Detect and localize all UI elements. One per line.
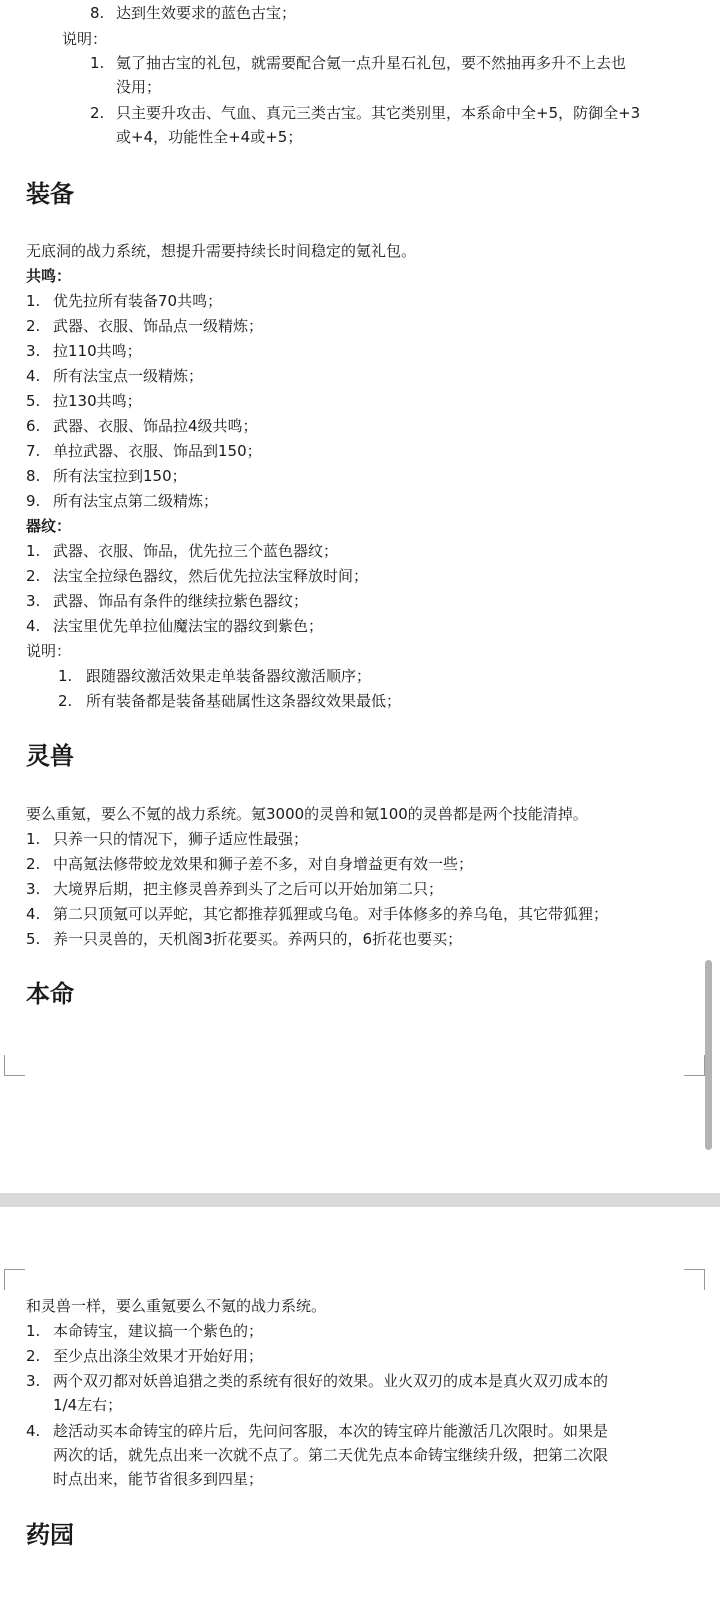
list-number: 2. (90, 104, 105, 122)
list-number: 4. (26, 367, 41, 385)
list-item: 武器、衣服、饰品拉4级共鸣； (53, 417, 258, 435)
list-item: 跟随器纹激活效果走单装备器纹激活顺序； (86, 667, 372, 685)
list-number: 3. (26, 592, 41, 610)
vertical-scrollbar[interactable] (705, 960, 712, 1150)
list-item: 所有装备都是装备基础属性这条器纹效果最低； (86, 692, 402, 710)
list-item: 武器、衣服、饰品，优先拉三个蓝色器纹； (53, 542, 339, 560)
list-item: 单拉武器、衣服、饰品到150； (53, 442, 262, 460)
list-number: 2. (26, 317, 41, 335)
note-label: 说明： (26, 642, 72, 660)
list-item: 法宝里优先单拉仙魔法宝的器纹到紫色； (53, 617, 324, 635)
list-item-continuation: 或+4，功能性全+4或+5； (116, 128, 303, 146)
list-item-continuation: 两次的话，就先点出来一次就不点了。第二天优先点本命铸宝继续升级，把第二次限 (53, 1446, 609, 1464)
list-item: 只主要升攻击、气血、真元三类古宝。其它类别里，本系命中全+5，防御全+3 (116, 104, 641, 122)
list-item: 武器、饰品有条件的继续拉紫色器纹； (53, 592, 309, 610)
list-item: 拉130共鸣； (53, 392, 142, 410)
section-heading-herb-garden: 药园 (26, 1521, 74, 1549)
list-number: 1. (26, 1322, 41, 1340)
note-label: 说明： (62, 30, 108, 48)
list-item: 所有法宝拉到150； (53, 467, 187, 485)
list-item: 所有法宝点一级精炼； (53, 367, 204, 385)
list-number: 1. (26, 292, 41, 310)
list-number: 5. (26, 930, 41, 948)
list-item: 两个双刃都对妖兽追猎之类的系统有很好的效果。业火双刃的成本是真火双刃成本的 (53, 1372, 609, 1390)
list-number: 6. (26, 417, 41, 435)
list-item: 中高氪法修带蛟龙效果和狮子差不多，对自身增益更有效一些； (53, 855, 474, 873)
section-intro: 和灵兽一样，要么重氪要么不氪的战力系统。 (26, 1297, 327, 1315)
list-number: 8. (90, 4, 105, 22)
list-item: 养一只灵兽的，天机阁3折花要买。养两只的，6折花也要买； (53, 930, 463, 948)
section-intro: 无底洞的战力系统，想提升需要持续长时间稳定的氪礼包。 (26, 242, 417, 260)
list-number: 1. (90, 54, 105, 72)
list-number: 2. (58, 692, 73, 710)
list-item: 趁活动买本命铸宝的碎片后，先问问客服，本次的铸宝碎片能激活几次限时。如果是 (53, 1422, 609, 1440)
list-item: 大境界后期，把主修灵兽养到头了之后可以开始加第二只； (53, 880, 444, 898)
section-heading-equipment: 装备 (26, 180, 74, 208)
list-number: 1. (26, 830, 41, 848)
list-number: 8. (26, 467, 41, 485)
list-item: 法宝全拉绿色器纹，然后优先拉法宝释放时间； (53, 567, 369, 585)
list-number: 2. (26, 855, 41, 873)
list-item: 达到生效要求的蓝色古宝； (116, 4, 297, 22)
document-page-2 (0, 1207, 720, 1600)
list-item-continuation: 1/4左右； (53, 1396, 123, 1414)
list-number: 1. (26, 542, 41, 560)
list-item: 武器、衣服、饰品点一级精炼； (53, 317, 264, 335)
list-number: 4. (26, 1422, 41, 1440)
page-corner-mark (684, 1269, 705, 1290)
list-item: 优先拉所有装备70共鸣； (53, 292, 223, 310)
list-number: 3. (26, 1372, 41, 1390)
list-number: 2. (26, 1347, 41, 1365)
list-number: 4. (26, 905, 41, 923)
page-corner-mark (4, 1055, 25, 1076)
page-corner-mark (4, 1269, 25, 1290)
list-number: 1. (58, 667, 73, 685)
section-heading-spirit-beast: 灵兽 (26, 742, 74, 770)
list-item: 本命铸宝，建议搞一个紫色的； (53, 1322, 264, 1340)
pattern-label: 器纹： (26, 517, 72, 535)
list-number: 9. (26, 492, 41, 510)
list-number: 5. (26, 392, 41, 410)
list-number: 2. (26, 567, 41, 585)
list-number: 4. (26, 617, 41, 635)
list-number: 3. (26, 342, 41, 360)
list-item: 第二只顶氪可以弄蛇，其它都推荐狐狸或乌龟。对手体修多的养乌龟，其它带狐狸； (53, 905, 609, 923)
resonance-label: 共鸣： (26, 267, 72, 285)
list-item: 氪了抽古宝的礼包，就需要配合氪一点升星石礼包，要不然抽再多升不上去也 (116, 54, 627, 72)
list-item: 只养一只的情况下，狮子适应性最强； (53, 830, 309, 848)
list-number: 3. (26, 880, 41, 898)
list-item-continuation: 没用； (116, 78, 162, 96)
section-heading-natal: 本命 (26, 980, 74, 1008)
list-number: 7. (26, 442, 41, 460)
list-item: 所有法宝点第二级精炼； (53, 492, 219, 510)
page-corner-mark (684, 1055, 705, 1076)
page-separator (0, 1193, 720, 1207)
list-item: 至少点出涤尘效果才开始好用； (53, 1347, 264, 1365)
list-item: 拉110共鸣； (53, 342, 142, 360)
section-intro: 要么重氪，要么不氪的战力系统。氪3000的灵兽和氪100的灵兽都是两个技能清掉。 (26, 805, 588, 823)
list-item-continuation: 时点出来，能节省很多到四星； (53, 1470, 264, 1488)
